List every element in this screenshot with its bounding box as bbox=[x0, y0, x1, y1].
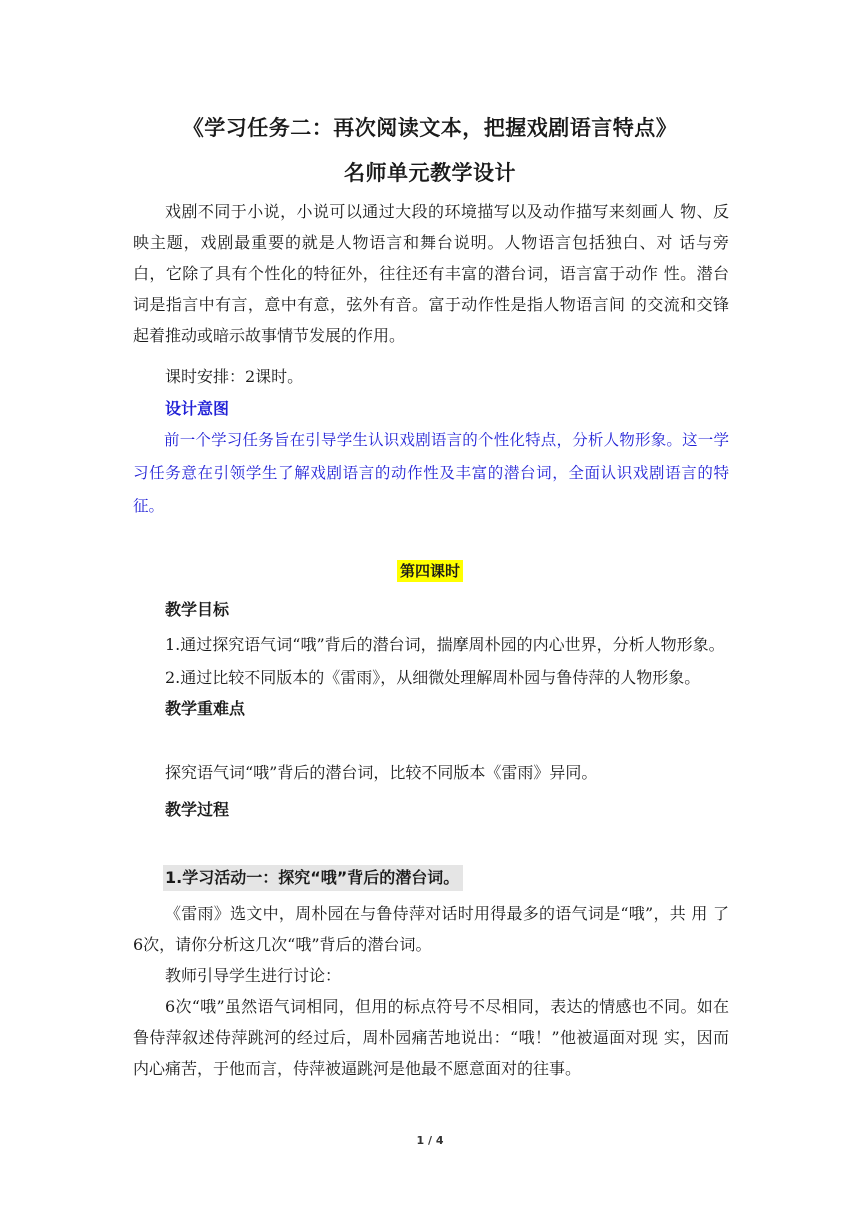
goals-heading: 教学目标 bbox=[165, 600, 230, 619]
goal-item: 1.通过探究语气词“哦”背后的潜台词，揣摩周朴园的内心世界，分析人物形象。 bbox=[165, 635, 725, 654]
design-intent-text: 前一个学习任务旨在引导学生认识戏剧语言的个性化特点，分析人物形象。这一学习任务意在引领学生了解戏剧语言的动作性及丰富的潜台词，全面认识戏剧语言的特征。 bbox=[133, 431, 729, 515]
design-intent-block bbox=[133, 424, 729, 523]
intro-text: 戏剧不同于小说，小说可以通过大段的环境描写以及动作描写来刻画人 物、反映主题，戏剧最重要的就是人物语言和舞台说明。人物语言包括独白、对 话与旁白，它除了具有个性化的特征外，往往还有丰富的潜台词，语言富于动作 性。潜台词是指言中有言，意中有意，弦外有音。富于动作性是指人物语言间 的交流和交锋起着推动或暗示故事情节发展的作用。 bbox=[133, 202, 729, 345]
goal-item: 2.通过比较不同版本的《雷雨》，从细微处理解周朴园与鲁侍萍的人物形象。 bbox=[165, 668, 701, 687]
process-paragraph: 教师引导学生进行讨论： bbox=[165, 966, 342, 985]
key-points-text: 探究语气词“哦”背后的潜台词，比较不同版本《雷雨》异同。 bbox=[165, 763, 598, 782]
lesson-label bbox=[0, 560, 860, 581]
document-title: 《学习任务二：再次阅读文本，把握戏剧语言特点》 bbox=[182, 116, 678, 140]
lesson-hours: 课时安排：2课时。 bbox=[165, 367, 304, 386]
page-number: 1 / 4 bbox=[416, 1134, 444, 1147]
process-paragraphs bbox=[133, 898, 729, 1084]
goals-list bbox=[133, 628, 729, 694]
process-paragraph: 《雷雨》选文中，周朴园在与鲁侍萍对话时用得最多的语气词是“哦”，共 用 了 6次，请你分析这几次“哦”背后的潜台词。 bbox=[133, 904, 729, 954]
lesson-label-highlight: 第四课时 bbox=[397, 560, 463, 582]
process-heading: 教学过程 bbox=[165, 800, 230, 819]
key-points-heading: 教学重难点 bbox=[165, 699, 246, 718]
document-subtitle: 名师单元教学设计 bbox=[344, 161, 516, 185]
activity-one-heading: 1.学习活动一：探究“哦”背后的潜台词。 bbox=[163, 865, 463, 891]
intro-paragraph bbox=[133, 196, 729, 351]
design-intent-heading: 设计意图 bbox=[165, 399, 230, 418]
process-paragraph: 6次“哦”虽然语气词相同，但用的标点符号不尽相同，表达的情感也不同。如在鲁侍萍叙述侍萍跳河的经过后，周朴园痛苦地说出：“哦！”他被逼面对现 实，因而内心痛苦，于他而言，侍萍被逼跳河是他最不愿意面对的往事。 bbox=[133, 997, 729, 1078]
